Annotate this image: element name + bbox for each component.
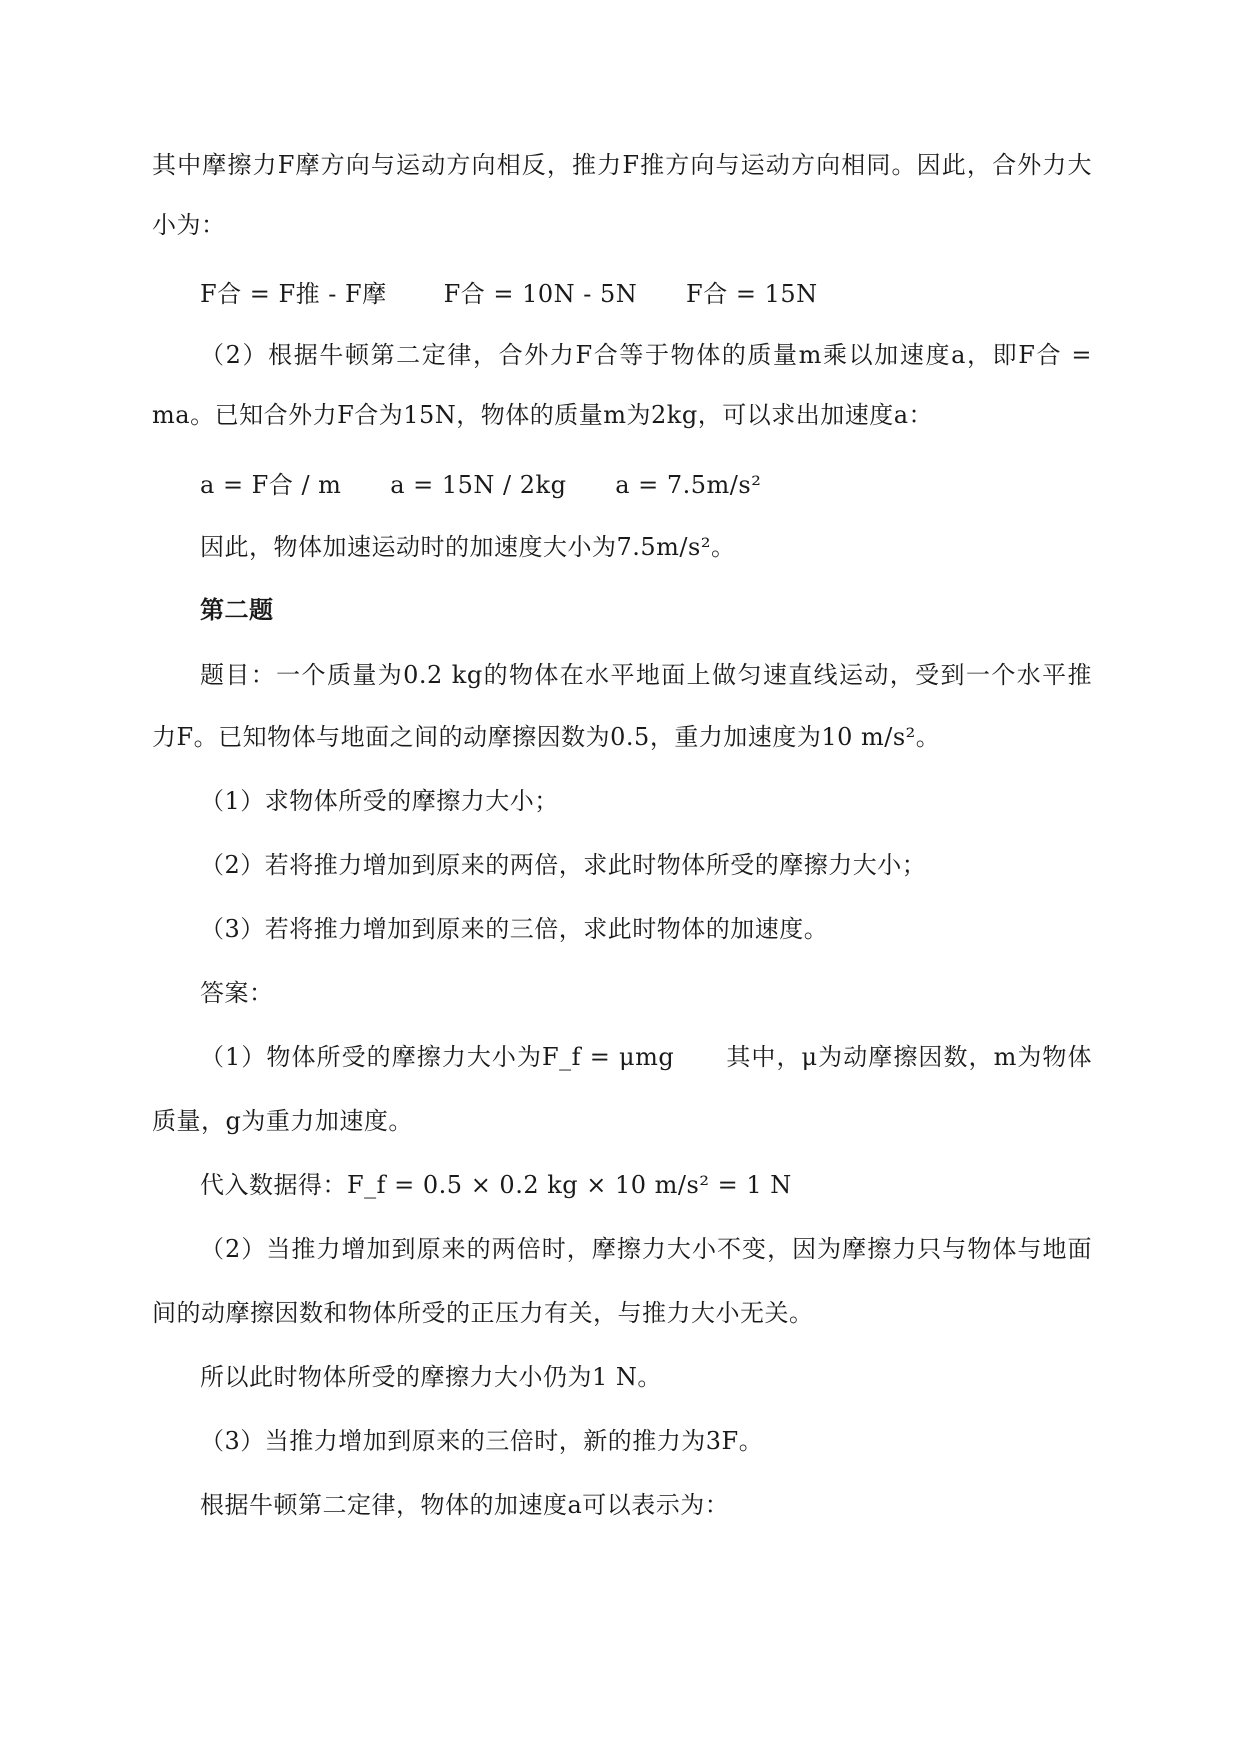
- paragraph-line: 所以此时物体所受的摩擦力大小仍为1 N。: [200, 1363, 662, 1391]
- paragraph-line: （3）当推力增加到原来的三倍时，新的推力为3F。: [200, 1427, 764, 1455]
- question-item: （1）求物体所受的摩擦力大小；: [200, 787, 559, 815]
- formula-line: a = F合 / m a = 15N / 2kg a = 7.5m/s²: [200, 471, 762, 499]
- paragraph-line: ma。已知合外力F合为15N，物体的质量m为2kg，可以求出加速度a：: [152, 401, 933, 429]
- paragraph-line: 其中摩擦力F摩方向与运动方向相反，推力F推方向与运动方向相同。因此，合外力大: [152, 151, 1092, 179]
- answer-label: 答案：: [200, 979, 274, 1007]
- question-item: （3）若将推力增加到原来的三倍，求此时物体的加速度。: [200, 915, 829, 943]
- formula-line: 代入数据得：F_f = 0.5 × 0.2 kg × 10 m/s² = 1 N: [200, 1171, 792, 1199]
- paragraph-line: （1）物体所受的摩擦力大小为F_f = μmg 其中，μ为动摩擦因数，m为物体: [200, 1043, 1092, 1071]
- paragraph-line: （2）当推力增加到原来的两倍时，摩擦力大小不变，因为摩擦力只与物体与地面: [200, 1235, 1092, 1263]
- paragraph-line: （2）根据牛顿第二定律，合外力F合等于物体的质量m乘以加速度a，即F合 =: [200, 341, 1092, 369]
- paragraph-line: 质量，g为重力加速度。: [152, 1107, 413, 1135]
- paragraph-line: 题目：一个质量为0.2 kg的物体在水平地面上做匀速直线运动，受到一个水平推: [200, 661, 1092, 689]
- formula-line: F合 = F推 - F摩 F合 = 10N - 5N F合 = 15N: [200, 280, 818, 308]
- paragraph-line: 力F。已知物体与地面之间的动摩擦因数为0.5，重力加速度为10 m/s²。: [152, 723, 941, 751]
- paragraph-line: 根据牛顿第二定律，物体的加速度a可以表示为：: [200, 1491, 730, 1519]
- paragraph-line: 小为：: [152, 211, 226, 239]
- paragraph-line: 因此，物体加速运动时的加速度大小为7.5m/s²。: [200, 533, 736, 561]
- question-item: （2）若将推力增加到原来的两倍，求此时物体所受的摩擦力大小；: [200, 851, 927, 879]
- section-heading: 第二题: [200, 595, 274, 624]
- paragraph-line: 间的动摩擦因数和物体所受的正压力有关，与推力大小无关。: [152, 1299, 814, 1327]
